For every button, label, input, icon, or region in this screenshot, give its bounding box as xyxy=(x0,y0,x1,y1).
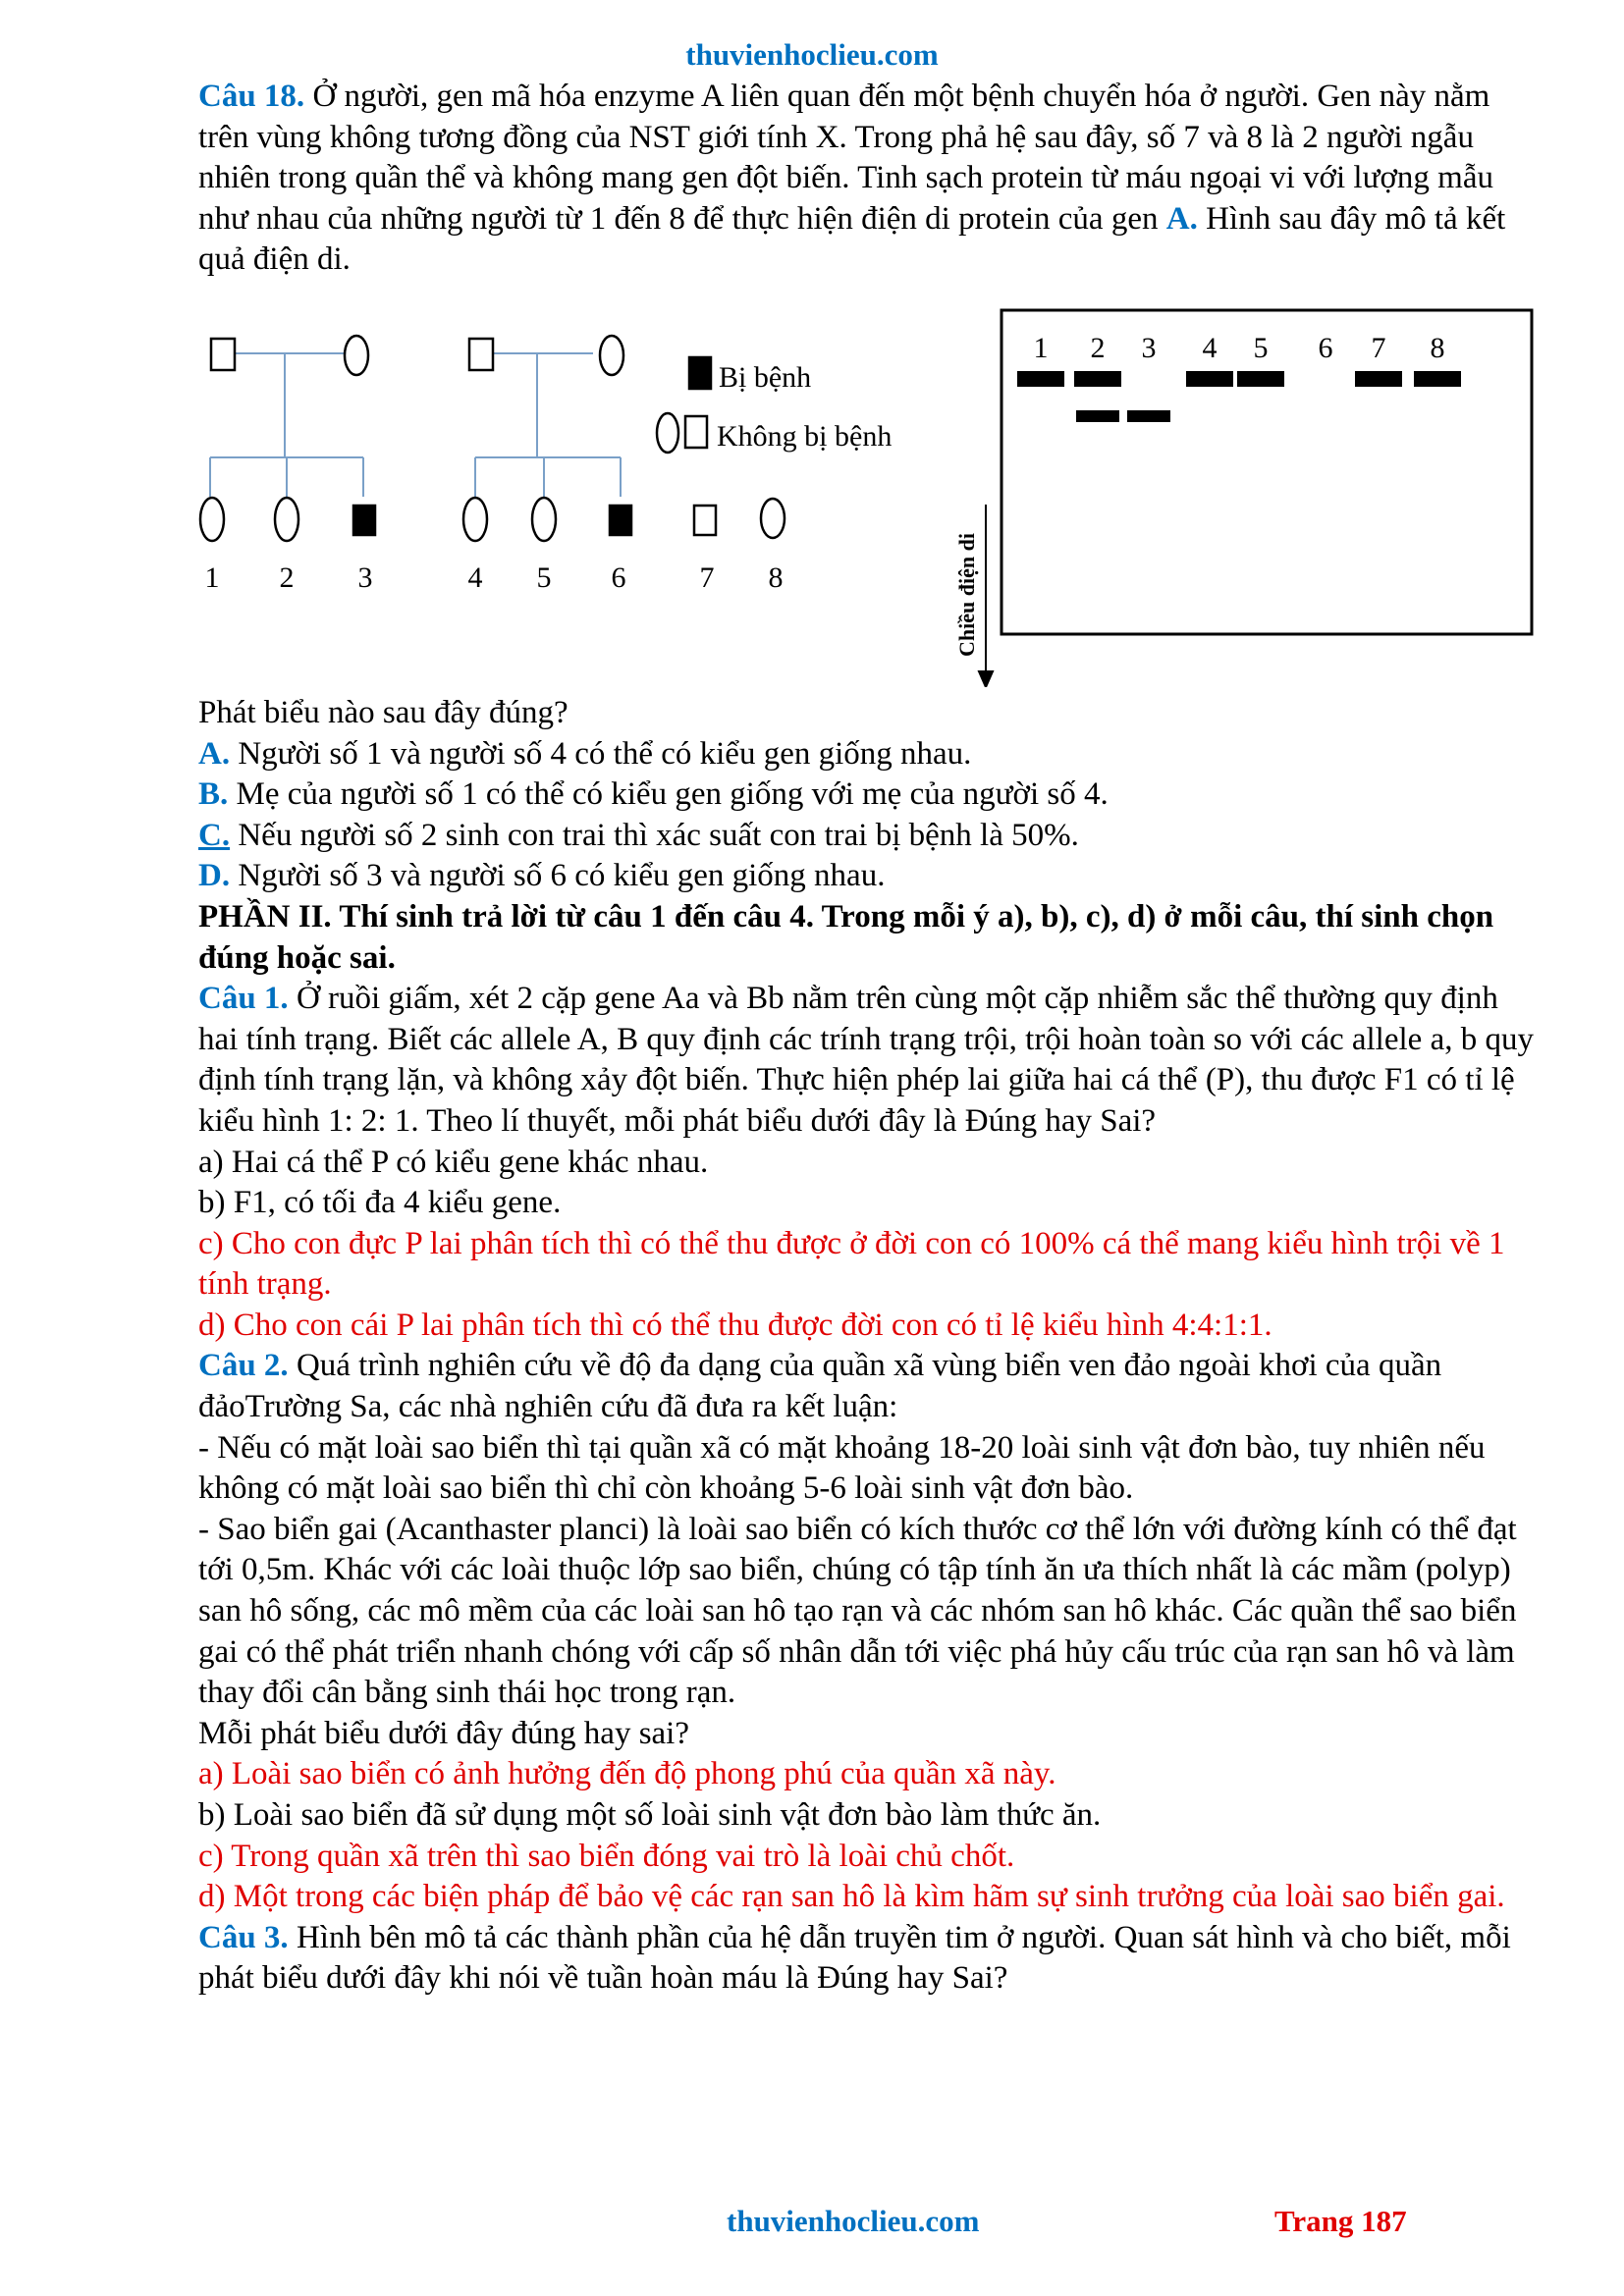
q2-prompt: Mỗi phát biểu dưới đây đúng hay sai? xyxy=(198,1715,689,1751)
q1-statement-a: a) Hai cá thể P có kiểu gene khác nhau. xyxy=(198,1144,709,1180)
gel-lane-label-4: 4 xyxy=(1202,331,1218,364)
q2-statement-c: c) Trong quần xã trên thì sao biển đóng vai trò là loài chủ chốt. xyxy=(198,1838,1015,1874)
pedigree-label-5: 5 xyxy=(536,561,552,594)
q3-text: Hình bên mô tả các thành phần của hệ dẫn truyền tim ở người. Quan sát hình và cho biết, mỗi phát biểu dưới đây khi nói về tuần hoàn máu là Đúng hay Sai? xyxy=(198,1919,1511,1997)
q18-option-c-text: Nếu người số 2 sinh con trai thì xác suất con trai bị bệnh là 50%. xyxy=(230,817,1079,853)
pedigree-label-6: 6 xyxy=(611,561,626,594)
gel-band-lane-1-upper xyxy=(1017,371,1064,387)
q1-statement-d: d) Cho con cái P lai phân tích thì có thể thu được đời con có tỉ lệ kiểu hình 4:4:1:1. xyxy=(198,1307,1272,1343)
q1-label: Câu 1. xyxy=(198,981,289,1017)
pedigree-family-2 xyxy=(475,353,621,497)
pedigree-individual-6 xyxy=(610,506,631,535)
pedigree-mother-1 xyxy=(345,336,368,375)
q2-label: Câu 2. xyxy=(198,1348,289,1384)
q18-text-2: Hình sau đây mô tả kết quả điện di. xyxy=(198,200,1506,278)
q18-option-d-text: Người số 3 và người số 6 có kiểu gen giống nhau. xyxy=(230,858,886,894)
q18-option-b-text: Mẹ của người số 1 có thể có kiểu gen giống với mẹ của người số 4. xyxy=(228,776,1109,813)
pedigree-label-8: 8 xyxy=(768,561,784,594)
gel-band-lane-8-upper xyxy=(1414,371,1461,387)
q18-label: Câu 18. xyxy=(198,79,305,114)
q18-text-1: Ở người, gen mã hóa enzyme A liên quan đến một bệnh chuyển hóa ở người. Gen này nằm trên vùng không tương đồng của NST giới tính X. Trong phả hệ sau đây, số 7 và 8 là 2 người ngẫu nhiên trong quần thể và không mang gen đột biến. Tinh sạch protein từ máu ngoại vi với lượng mẫu như nhau của những người từ 1 đến 8 để thực hiện điện di protein của gen xyxy=(198,79,1494,237)
question-1 xyxy=(198,979,1534,1142)
question-18 xyxy=(198,77,1534,281)
question-3 xyxy=(198,1918,1534,2000)
footer-page-number: Trang 187 xyxy=(1274,2204,1407,2238)
q18-option-a-letter: A. xyxy=(198,735,231,772)
q1-statement-b: b) F1, có tối đa 4 kiểu gene. xyxy=(198,1185,562,1221)
gel-lane-label-2: 2 xyxy=(1090,331,1106,364)
q18-figure xyxy=(198,300,1534,687)
gel-lane-label-6: 6 xyxy=(1318,331,1333,364)
pedigree-individual-8 xyxy=(761,499,785,538)
pedigree-individual-4 xyxy=(463,498,487,541)
pedigree-individual-5 xyxy=(532,498,556,541)
pedigree-label-7: 7 xyxy=(699,561,715,594)
q18-question: Phát biểu nào sau đây đúng? xyxy=(198,694,568,730)
site-header[interactable]: thuvienhoclieu.com xyxy=(685,37,939,72)
pedigree-label-4: 4 xyxy=(467,561,483,594)
gel-lane-label-7: 7 xyxy=(1371,331,1386,364)
q1-text: Ở ruồi giấm, xét 2 cặp gene Aa và Bb nằm trên cùng một cặp nhiễm sắc thể thường quy định hai tính trạng. Biết các allele A, B quy định các trính trạng trội, trội hoàn toàn so với các allele a, b quy định tính trạng lặn, và không xảy đột biến. Thực hiện phép lai giữa hai cá thể (P), thu được F1 có tỉ lệ kiểu hình 1: 2: 1. Theo lí thuyết, mỗi phát biểu dưới đây là Đúng hay Sai? xyxy=(198,981,1534,1139)
q2-statement-d: d) Một trong các biện pháp để bảo vệ các rạn san hô là kìm hãm sự sinh trưởng của loài sao biển gai. xyxy=(198,1879,1505,1915)
q2-text: Quá trình nghiên cứu về độ đa dạng của quần xã vùng biển ven đảo ngoài khơi của quần đảoTrường Sa, các nhà nghiên cứu đã đưa ra kết luận: xyxy=(198,1348,1442,1425)
legend-affected-label: Bị bệnh xyxy=(719,360,812,394)
legend-unaffected-circle xyxy=(657,413,678,453)
pedigree-individual-1 xyxy=(200,498,224,541)
gel-band-lane-2-upper xyxy=(1074,371,1121,387)
legend-affected-symbol xyxy=(689,357,711,389)
q18-option-a xyxy=(198,734,1534,775)
part2-title: PHẦN II. Thí sinh trả lời từ câu 1 đến câu 4. Trong mỗi ý a), b), c), d) ở mỗi câu, thí sinh chọn đúng hoặc sai. xyxy=(198,898,1494,976)
q2-bullet-1a: - Nếu có mặt loài sao biển thì tại quần xã có mặt khoảng 18-20 loài sinh vật đơn bào, tuy nhiên nếu xyxy=(198,1429,1486,1466)
pedigree-individual-7 xyxy=(694,506,716,535)
gel-direction-arrow xyxy=(979,505,993,687)
q18-option-b-letter: B. xyxy=(198,776,229,813)
q18-option-d-letter: D. xyxy=(198,858,231,894)
gel-axis-label: Chiều điện di xyxy=(954,533,979,657)
q2-statement-b: b) Loài sao biển đã sử dụng một số loài sinh vật đơn bào làm thức ăn. xyxy=(198,1797,1102,1833)
gel-lane-label-3: 3 xyxy=(1141,331,1157,364)
q18-option-c-letter: C. xyxy=(198,817,231,853)
gel-band-lane-4-upper xyxy=(1186,371,1233,387)
pedigree-individual-2 xyxy=(275,498,298,541)
q18-option-b xyxy=(198,774,1534,816)
q1-statement-c: c) Cho con đực P lai phân tích thì có thể thu được ở đời con có 100% cá thể mang kiểu hình trội về 1 tính trạng. xyxy=(198,1225,1505,1303)
q2-bullet-1b: không có mặt loài sao biển thì chỉ còn khoảng 5-6 loài sinh vật đơn bào. xyxy=(198,1470,1134,1507)
page-content xyxy=(198,77,1534,2000)
gel-lane-label-5: 5 xyxy=(1253,331,1269,364)
pedigree-family-1 xyxy=(210,353,363,497)
pedigree-mother-2 xyxy=(600,336,623,375)
legend-unaffected-square xyxy=(685,416,707,448)
gel-band-lane-5-upper xyxy=(1237,371,1284,387)
pedigree-father-2 xyxy=(469,339,493,370)
pedigree-label-2: 2 xyxy=(279,561,295,594)
pedigree-individual-3 xyxy=(353,506,375,535)
q3-label: Câu 3. xyxy=(198,1919,289,1955)
pedigree-label-1: 1 xyxy=(204,561,220,594)
gel-band-lane-2-lower xyxy=(1076,410,1119,422)
q18-option-c xyxy=(198,816,1534,857)
pedigree-and-gel-figure xyxy=(198,300,1534,687)
legend-unaffected-label: Không bị bệnh xyxy=(717,419,893,453)
gel-lane-label-1: 1 xyxy=(1033,331,1049,364)
pedigree-label-3: 3 xyxy=(357,561,373,594)
footer-site-link[interactable]: thuvienhoclieu.com xyxy=(727,2204,980,2238)
q18-option-a-text: Người số 1 và người số 4 có thể có kiểu gen giống nhau. xyxy=(230,735,972,772)
question-2 xyxy=(198,1346,1534,1427)
q2-bullet-2: - Sao biển gai (Acanthaster planci) là loài sao biển có kích thước cơ thể lớn với đường kính có thể đạt tới 0,5m. Khác với các loài thuộc lớp sao biển, chúng có tập tính ăn ưa thích nhất là các mầm (polyp) san hô sống, các mô mềm của các loài san hô tạo rạn và các nhóm san hô khác. Các quần thể sao biển gai có thể phát triển nhanh chóng với cấp số nhân dẫn tới việc phá hủy cấu trúc của rạn san hô và làm thay đổi cân bằng sinh thái học trong rạn. xyxy=(198,1511,1517,1711)
gel-band-lane-3-lower xyxy=(1127,410,1170,422)
gel-band-lane-7-upper xyxy=(1355,371,1402,387)
pedigree-father-1 xyxy=(211,339,235,370)
q2-statement-a: a) Loài sao biển có ảnh hưởng đến độ phong phú của quần xã này. xyxy=(198,1756,1056,1792)
q18-gene: A. xyxy=(1165,200,1198,237)
q18-option-d xyxy=(198,856,1534,897)
gel-lane-label-8: 8 xyxy=(1430,331,1445,364)
